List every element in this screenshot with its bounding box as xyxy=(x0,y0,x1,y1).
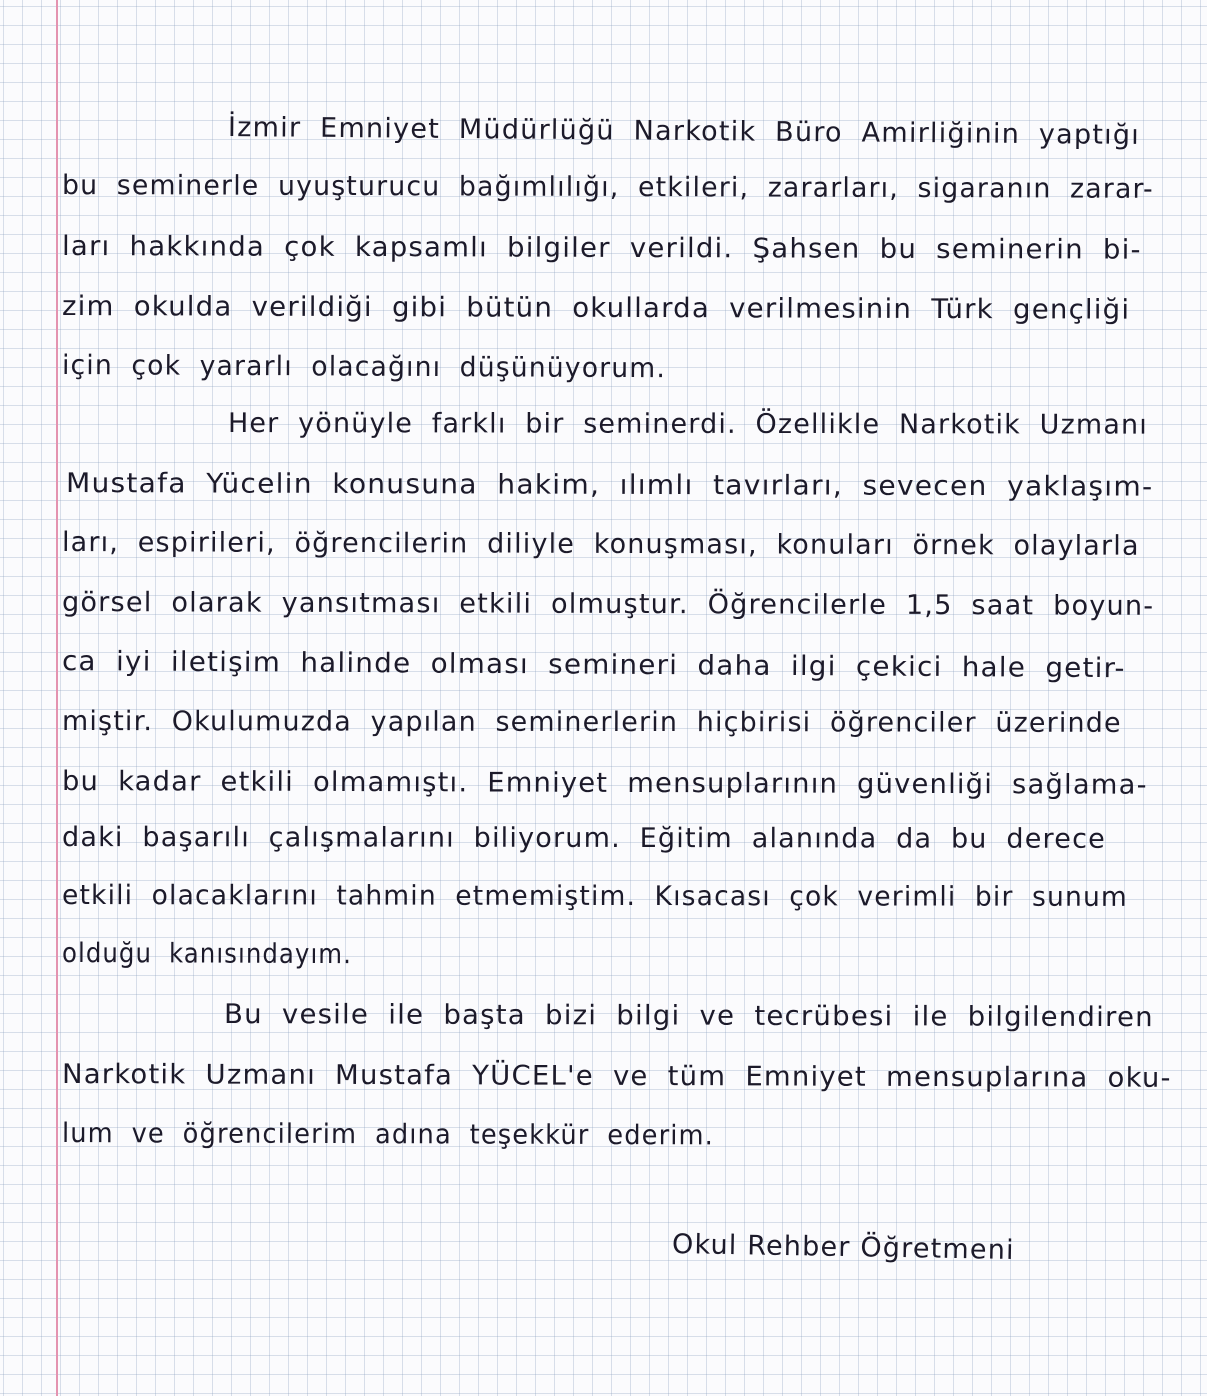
text-line: ları, espirileri, öğrencilerin diliyle konuşması, konuları örnek olaylarla xyxy=(61,527,1140,562)
text-line: bu kadar etkili olmamıştı. Emniyet mensuplarının güvenliği sağlama- xyxy=(61,766,1148,801)
text-line: lum ve öğrencilerim adına teşekkür ederim. xyxy=(61,1118,715,1152)
text-line: görsel olarak yansıtması etkili olmuştur. Öğrencilerle 1,5 saat boyun- xyxy=(61,587,1155,622)
text-line: ca iyi iletişim halinde olması semineri daha ilgi çekici hale getir- xyxy=(61,646,1126,685)
text-line: olduğu kanısındayım. xyxy=(61,938,353,971)
signature-title: Okul Rehber Öğretmeni xyxy=(671,1229,1016,1266)
margin-line xyxy=(56,0,58,1396)
text-line: Narkotik Uzmanı Mustafa YÜCEL'e ve tüm Emniyet mensuplarına oku- xyxy=(61,1059,1172,1094)
text-line: için çok yararlı olacağını düşünüyorum. xyxy=(61,350,667,385)
text-line: Mustafa Yücelin konusuna hakim, ılımlı tavırları, sevecen yaklaşım- xyxy=(65,468,1154,503)
text-line: daki başarılı çalışmalarını biliyorum. Eğitim alanında da bu derece xyxy=(61,822,1106,855)
text-line: miştir. Okulumuzda yapılan seminerlerin hiçbirisi öğrenciler üzerinde xyxy=(61,706,1122,739)
text-line: ları hakkında çok kapsamlı bilgiler verildi. Şahsen bu seminerin bi- xyxy=(61,231,1142,266)
text-line: İzmir Emniyet Müdürlüğü Narkotik Büro Amirliğinin yaptığı xyxy=(227,112,1141,151)
text-line: Bu vesile ile başta bizi bilgi ve tecrübesi ile bilgilendiren xyxy=(223,999,1154,1034)
text-line: etkili olacaklarını tahmin etmemiştim. Kısacası çok verimli bir sunum xyxy=(61,880,1128,913)
text-line: bu seminerle uyuşturucu bağımlılığı, etkileri, zararları, sigaranın zarar- xyxy=(61,170,1154,205)
text-line: zim okulda verildiği gibi bütün okullarda verilmesinin Türk gençliği xyxy=(61,291,1131,326)
text-line: Her yönüyle farklı bir seminerdi. Özellikle Narkotik Uzmanı xyxy=(227,408,1148,441)
